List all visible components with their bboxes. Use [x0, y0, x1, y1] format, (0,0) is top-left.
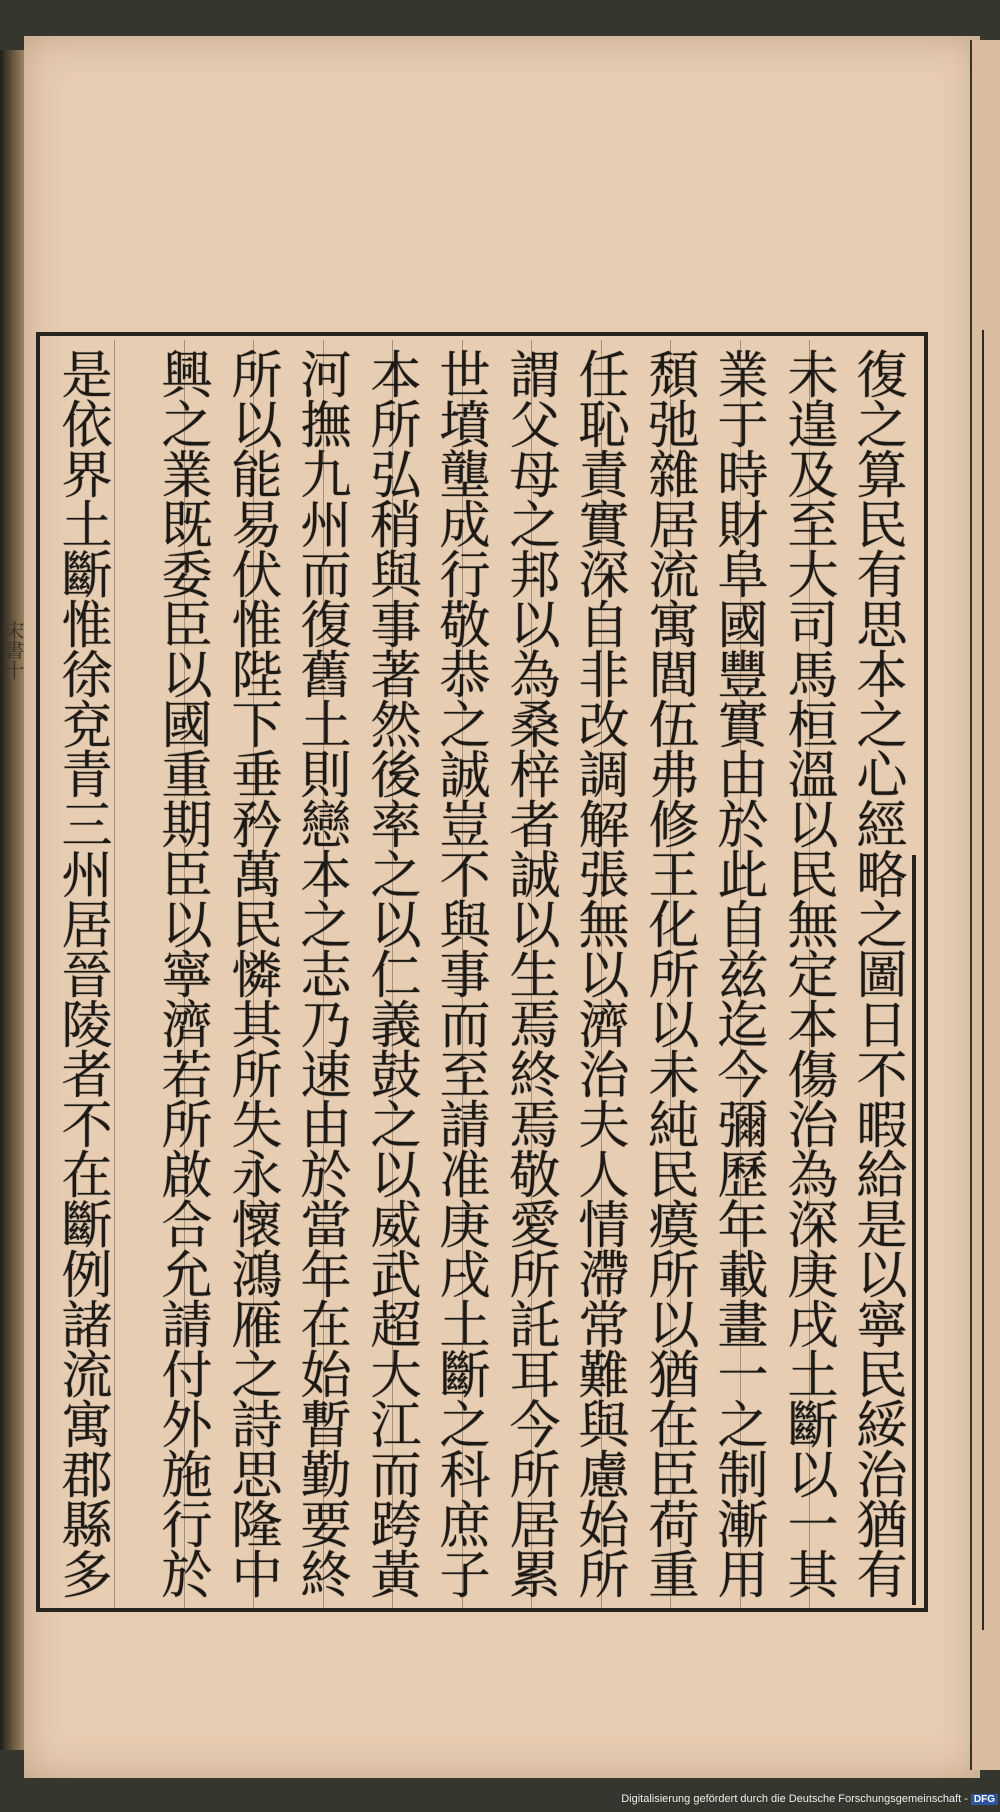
credit-text: Digitalisierung gefördert durch die Deutsche Forschungsgemeinschaft - [621, 1793, 968, 1805]
text-column-9: 河撫九州而復舊土則戀本之志乃速由於當年在始暫勤要終 [291, 348, 350, 1598]
text-column-1: 復之算民有思本之心經略之圖日不暇給是以寧民綏治猶有 [847, 348, 906, 1598]
dfg-logo: DFG [971, 1794, 998, 1805]
text-column-8: 本所弘稍與事著然後率之以仁義鼓之以威武超大江而跨黃 [361, 348, 420, 1598]
text-column-2: 未遑及至大司馬桓溫以民無定本傷治為深庚戌土斷以一其 [778, 348, 837, 1598]
text-column-7: 世墳壟成行敬恭之誠豈不與事而至請准庚戌土斷之科庶子 [430, 348, 489, 1598]
text-column-12: 是依界土斷惟徐兗青三州居晉陵者不在斷例諸流寓郡縣多 [52, 348, 111, 1598]
digitization-credit [600, 1793, 998, 1809]
text-column-11: 興之業既委臣以國重期臣以寧濟若所啟合允請付外施行於 [152, 348, 211, 1598]
text-column-5: 任恥責實深自非改調解張無以濟治夫人情滯常難與慮始所 [569, 348, 628, 1598]
column-rule [114, 340, 115, 1608]
facing-page-edge [970, 40, 1000, 1770]
text-frame-inner-rule [912, 855, 916, 1605]
gutter-label: 宋書十 [1, 620, 25, 680]
text-column-6: 謂父母之邦以為桑梓者誠以生焉終焉敬愛所託耳今所居累 [500, 348, 559, 1598]
text-column-3: 業于時財阜國豐實由於此自兹迄今彌歷年載畫一之制漸用 [708, 348, 767, 1598]
text-column-10: 所以能易伏惟陛下垂矜萬民憐其所失永懷鴻雁之詩思隆中 [222, 348, 281, 1598]
text-column-4: 頹弛雜居流寓閭伍弗修王化所以未純民瘼所以猶在臣荷重 [639, 348, 698, 1598]
facing-page-rule [982, 330, 984, 1630]
